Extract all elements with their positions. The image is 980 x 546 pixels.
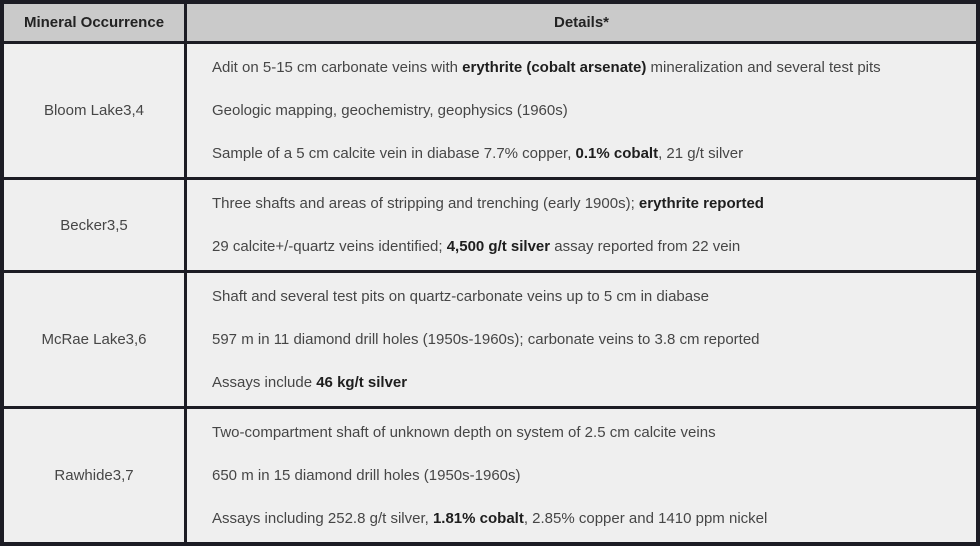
details-cell — [186, 272, 979, 408]
table-header — [2, 2, 978, 43]
details-bold-text: 0.1% cobalt — [575, 145, 659, 162]
details-line — [212, 318, 971, 361]
details-line — [212, 497, 971, 540]
details-bold-text: erythrite reported — [638, 195, 764, 212]
column-header-details: Details* — [186, 2, 979, 43]
occurrence-name: Bloom Lake3,4 — [2, 43, 186, 179]
table-row — [2, 43, 978, 179]
details-cell — [186, 179, 979, 272]
details-line — [212, 46, 971, 89]
details-text: Two-compartment shaft of unknown depth on system of 2.5 cm calcite veins — [212, 424, 716, 441]
details-text: Sample of a 5 cm calcite vein in diabase 7.7% copper, — [212, 145, 576, 162]
details-bold-text: 46 kg/t silver — [316, 374, 408, 391]
table-row — [2, 272, 978, 408]
details-cell — [186, 408, 979, 545]
details-text: 597 m in 11 diamond drill holes (1950s-1960s); carbonate veins to 3.8 cm reported — [212, 331, 760, 348]
details-line — [212, 411, 971, 454]
details-line — [212, 361, 971, 404]
occurrence-name: Rawhide3,7 — [2, 408, 186, 545]
header-row — [2, 2, 978, 43]
details-text: Shaft and several test pits on quartz-carbonate veins up to 5 cm in diabase — [212, 288, 709, 305]
column-header-mineral-occurrence: Mineral Occurrence — [2, 2, 186, 43]
table-row — [2, 408, 978, 545]
details-line — [212, 132, 971, 175]
details-text: Assays including 252.8 g/t silver, — [212, 510, 433, 527]
occurrence-name: Becker3,5 — [2, 179, 186, 272]
details-bold-text: erythrite (cobalt arsenate) — [462, 59, 647, 76]
details-line — [212, 275, 971, 318]
details-line — [212, 454, 971, 497]
details-text: assay reported from 22 vein — [550, 238, 741, 255]
details-text: Geologic mapping, geochemistry, geophysics (1960s) — [212, 102, 568, 119]
details-text: 650 m in 15 diamond drill holes (1950s-1960s) — [212, 467, 521, 484]
details-cell — [186, 43, 979, 179]
details-line — [212, 182, 971, 225]
details-line — [212, 225, 971, 268]
details-bold-text: 1.81% cobalt — [432, 510, 524, 527]
table-row — [2, 179, 978, 272]
occurrence-name: McRae Lake3,6 — [2, 272, 186, 408]
details-bold-text: 4,500 g/t silver — [446, 238, 551, 255]
details-text: Three shafts and areas of stripping and trenching (early 1900s); — [212, 195, 639, 212]
details-text: mineralization and several test pits — [646, 59, 881, 76]
details-text: Adit on 5-15 cm carbonate veins with — [212, 59, 463, 76]
details-text: Assays include — [212, 374, 317, 391]
details-text: 29 calcite+/-quartz veins identified; — [212, 238, 447, 255]
details-text: , 21 g/t silver — [658, 145, 744, 162]
table-body — [2, 43, 978, 545]
details-line — [212, 89, 971, 132]
details-text: , 2.85% copper and 1410 ppm nickel — [523, 510, 768, 527]
